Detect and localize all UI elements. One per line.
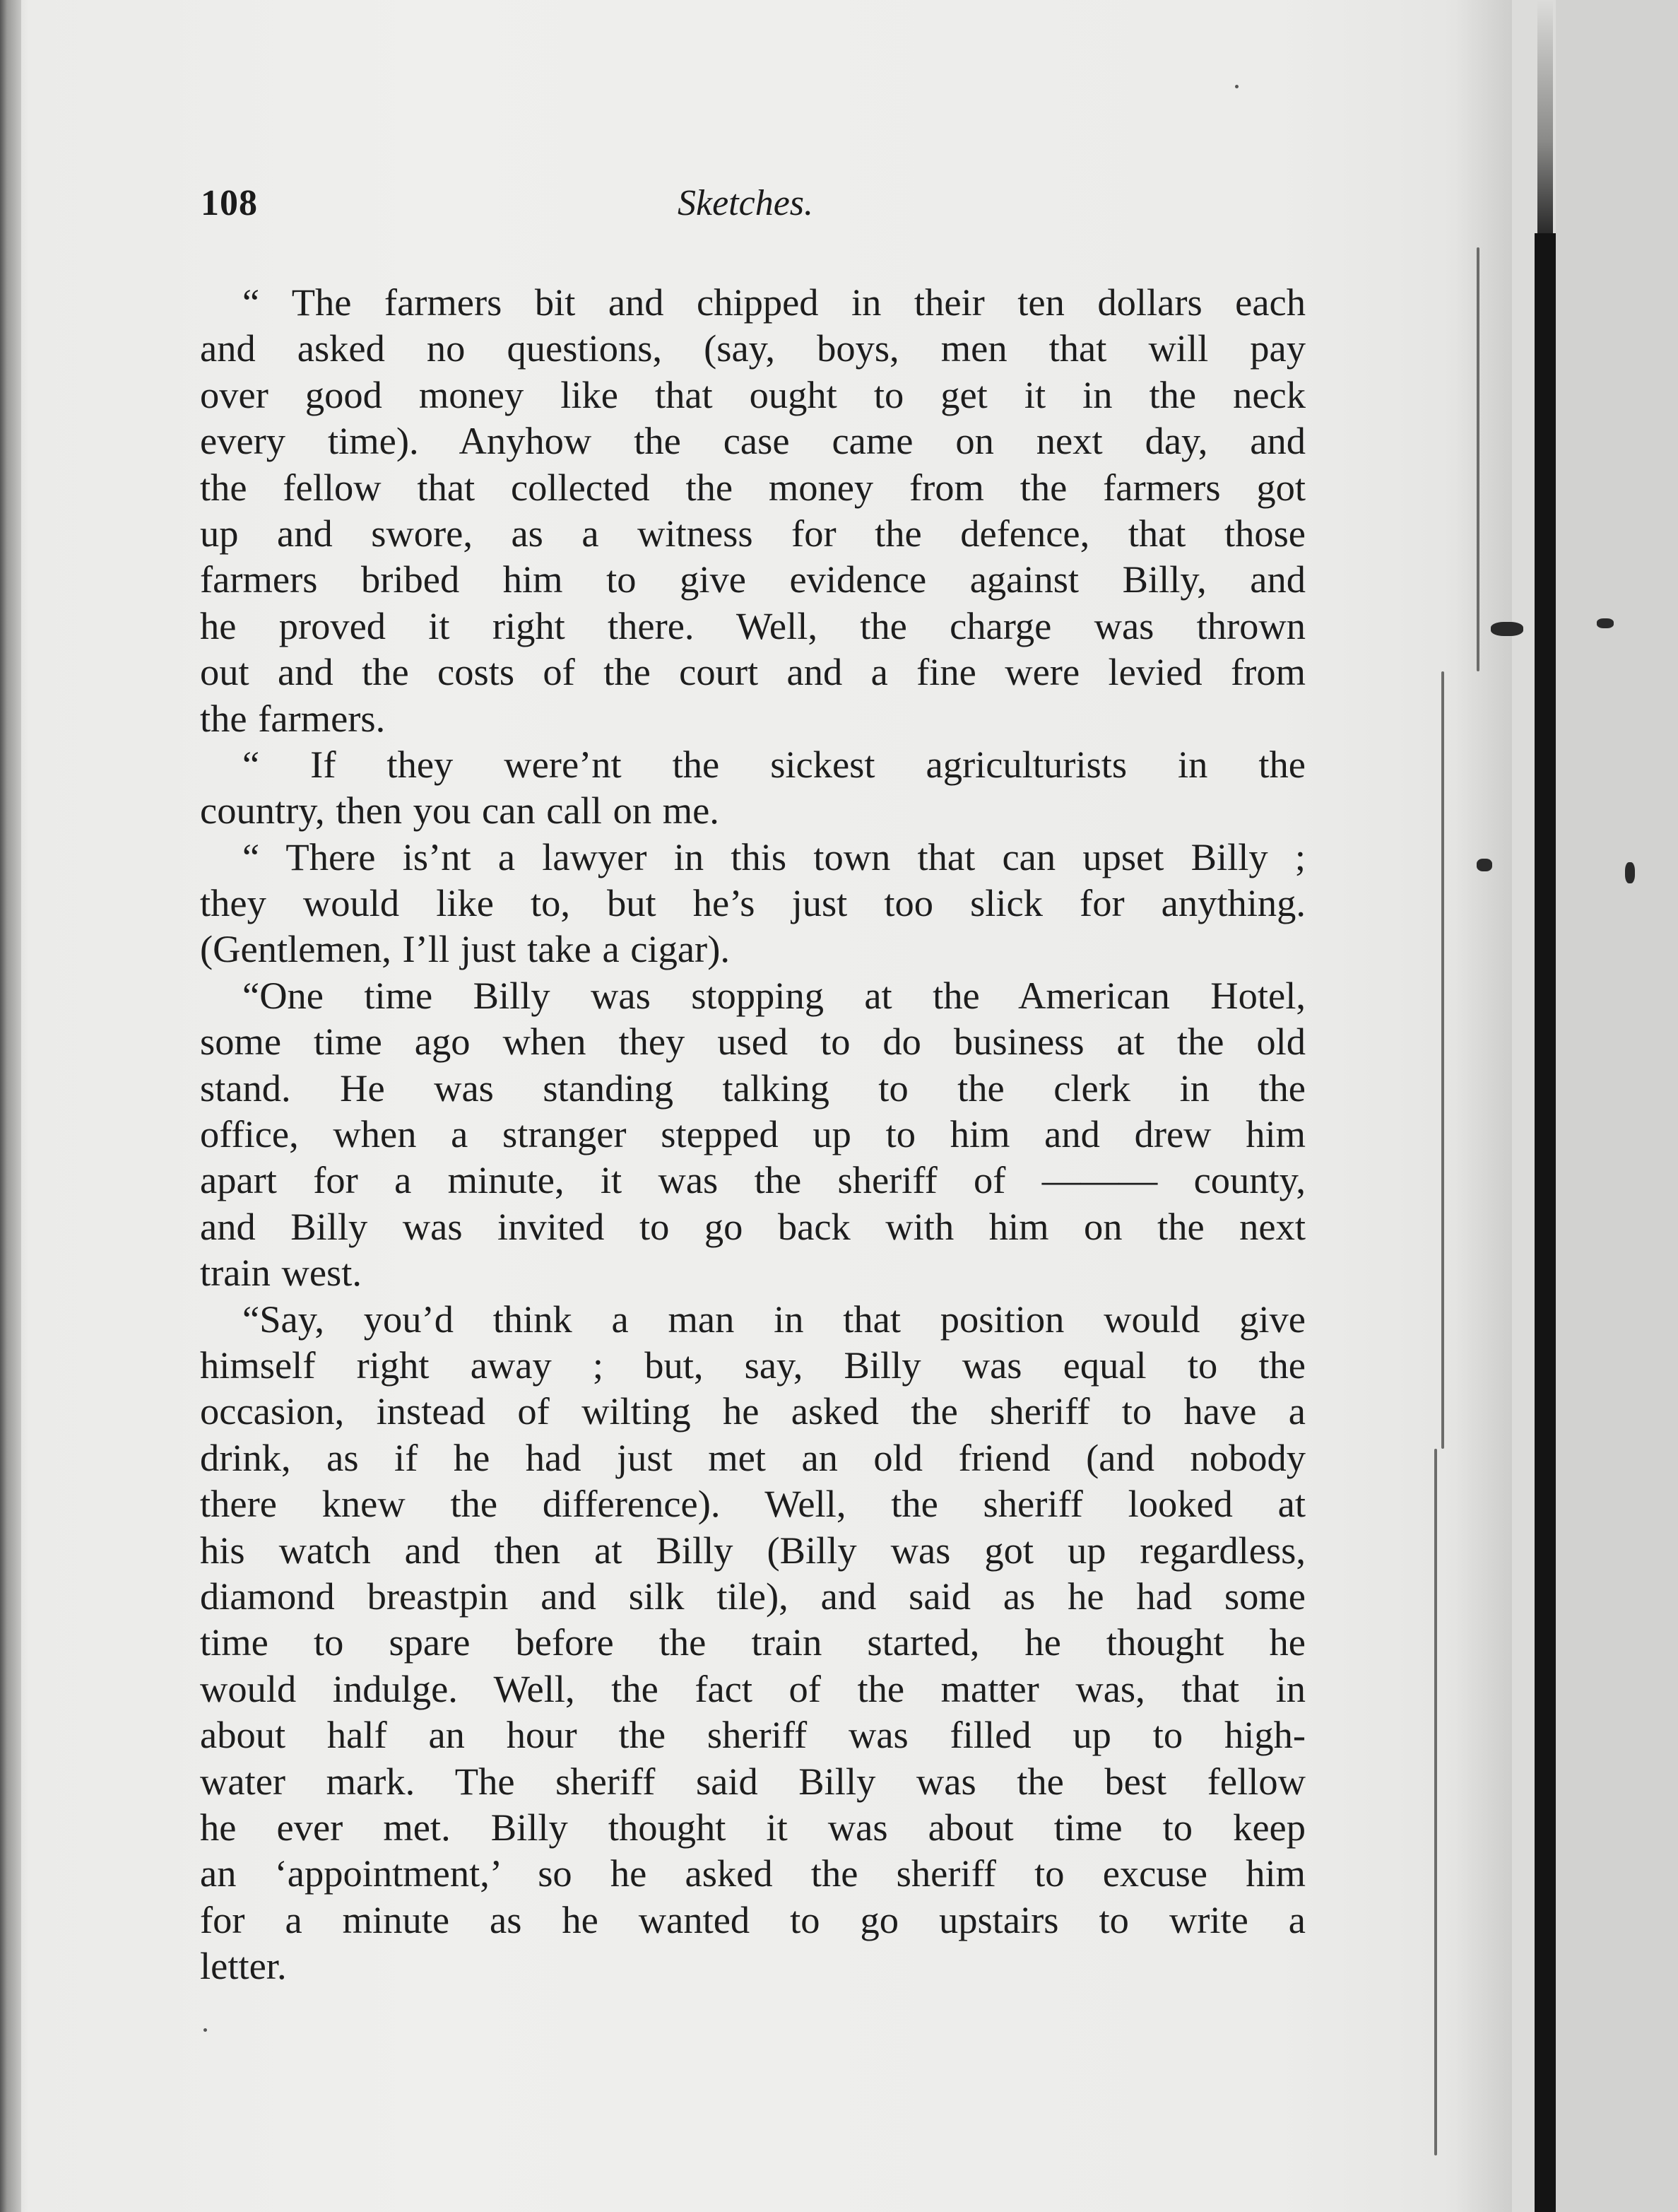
text-line: an ‘appointment,’ so he asked the sheriff to excuse him — [200, 1852, 1306, 1895]
text-line: “ If they were’nt the sickest agriculturists in the — [242, 742, 1306, 786]
text-line: and asked no questions, (say, boys, men that will pay — [200, 326, 1306, 370]
text-line: diamond breastpin and silk tile), and said as he had some — [200, 1574, 1306, 1618]
text-line: country, then you can call on me. — [200, 789, 719, 833]
paper-crease — [1441, 671, 1444, 1449]
text-line: drink, as if he had just met an old friend (and nobody — [200, 1435, 1306, 1479]
paper-crease — [1434, 1449, 1437, 2155]
running-title: Sketches. — [678, 183, 814, 223]
text-line: the farmers. — [200, 696, 386, 740]
text-line: train west. — [200, 1251, 362, 1295]
text-line: his watch and then at Billy (Billy was got up regardless, — [200, 1528, 1306, 1572]
page-tear — [1597, 618, 1614, 628]
facing-page-edge — [1556, 0, 1678, 2212]
page-header — [201, 182, 1306, 232]
text-line: “One time Billy was stopping at the American Hotel, — [242, 973, 1306, 1017]
text-line: occasion, instead of wilting he asked the sheriff to have a — [200, 1389, 1306, 1433]
text-line: over good money like that ought to get it in the neck — [200, 372, 1306, 416]
text-line: “Say, you’d think a man in that position would give — [242, 1297, 1306, 1341]
page-left-edge — [0, 0, 21, 2212]
page-tear — [1491, 622, 1523, 636]
text-line: stand. He was standing talking to the clerk in the — [200, 1066, 1306, 1110]
gutter-shadow — [1455, 0, 1512, 2212]
text-line: farmers bribed him to give evidence against Billy, and — [200, 558, 1306, 601]
text-line: water mark. The sheriff said Billy was the best fellow — [200, 1759, 1306, 1803]
text-line: (Gentlemen, I’ll just take a cigar). — [200, 927, 730, 971]
text-line: some time ago when they used to do business at the old — [200, 1020, 1306, 1064]
book-binding — [1535, 233, 1556, 2212]
binding-top — [1537, 0, 1553, 233]
text-line: for a minute as he wanted to go upstairs to write a — [200, 1898, 1306, 1941]
text-line: there knew the difference). Well, the sheriff looked at — [200, 1482, 1306, 1526]
paper-crease — [1477, 247, 1479, 671]
text-line: time to spare before the train started, he thought he — [200, 1620, 1306, 1664]
text-line: office, when a stranger stepped up to him and drew him — [200, 1112, 1306, 1156]
text-line: up and swore, as a witness for the defence, that those — [200, 511, 1306, 555]
text-line: they would like to, but he’s just too slick for anything. — [200, 881, 1306, 925]
page-number: 108 — [201, 183, 258, 223]
page-tear — [1625, 862, 1635, 883]
ink-speck — [1235, 85, 1239, 88]
page-tear — [1477, 859, 1492, 871]
text-line: out and the costs of the court and a fine were levied from — [200, 650, 1306, 694]
text-line: about half an hour the sheriff was filled up to high- — [200, 1713, 1306, 1757]
text-line: he ever met. Billy thought it was about time to keep — [200, 1805, 1306, 1849]
text-line: and Billy was invited to go back with him on the next — [200, 1204, 1306, 1248]
body-text — [200, 279, 1306, 1989]
text-line: “ There is’nt a lawyer in this town that can upset Billy ; — [242, 835, 1306, 878]
text-line: letter. — [200, 1944, 287, 1988]
text-line: would indulge. Well, the fact of the matter was, that in — [200, 1666, 1306, 1710]
text-line: he proved it right there. Well, the charge was thrown — [200, 604, 1306, 647]
text-line: the fellow that collected the money from the farmers got — [200, 465, 1306, 509]
text-line: “ The farmers bit and chipped in their ten dollars each — [242, 281, 1306, 324]
text-line: himself right away ; but, say, Billy was equal to the — [200, 1343, 1306, 1387]
text-line: apart for a minute, it was the sheriff of ——— county, — [200, 1158, 1306, 1202]
ink-speck — [203, 2028, 207, 2032]
text-line: every time). Anyhow the case came on next day, and — [200, 419, 1306, 463]
